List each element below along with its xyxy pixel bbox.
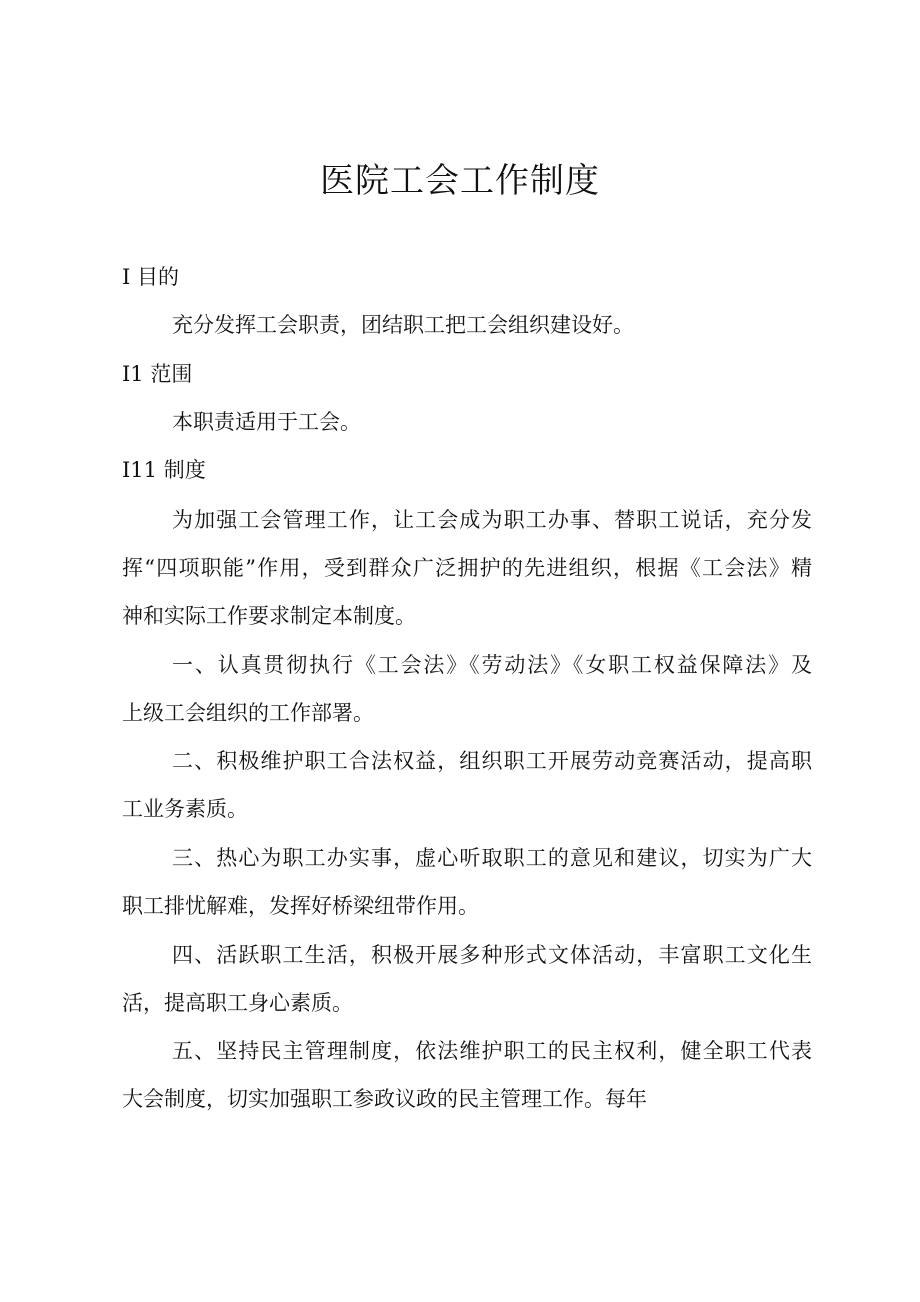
paragraph-line: 二、积极维护职工合法权益，组织职工开展劳动竞赛活动，提高职 <box>172 749 812 773</box>
paragraph-line: 工业务素质。 <box>122 797 248 821</box>
paragraph-line: 活，提高职工身心素质。 <box>122 991 353 1015</box>
paragraph-line: 神和实际工作要求制定本制度。 <box>122 604 416 628</box>
paragraph-line: 挥“四项职能”作用，受到群众广泛拥护的先进组织，根据《工会法》精 <box>122 556 812 580</box>
section-heading-purpose: I 目的 <box>122 265 179 289</box>
document-title: 医院工会工作制度 <box>320 161 600 201</box>
paragraph-line: 职工排忧解难，发挥好桥梁纽带作用。 <box>122 894 479 918</box>
paragraph-line: 大会制度，切实加强职工参政议政的民主管理工作。每年 <box>122 1087 647 1111</box>
paragraph-line: 一、认真贯彻执行《工会法》《劳动法》《女职工权益保障法》及 <box>172 653 812 677</box>
paragraph-line: 三、热心为职工办实事，虚心听取职工的意见和建议，切实为广大 <box>172 846 812 870</box>
section-heading-rules: I11 制度 <box>122 458 206 482</box>
paragraph-line: 为加强工会管理工作，让工会成为职工办事、替职工说话，充分发 <box>172 508 812 532</box>
paragraph-line: 充分发挥工会职责，团结职工把工会组织建设好。 <box>172 313 634 337</box>
paragraph-line: 四、活跃职工生活，积极开展多种形式文体活动，丰富职工文化生 <box>172 943 812 967</box>
paragraph-line: 上级工会组织的工作部署。 <box>122 701 374 725</box>
section-heading-scope: I1 范围 <box>122 362 193 386</box>
paragraph-line: 五、坚持民主管理制度，依法维护职工的民主权利，健全职工代表 <box>172 1039 812 1063</box>
paragraph-line: 本职责适用于工会。 <box>172 410 361 434</box>
